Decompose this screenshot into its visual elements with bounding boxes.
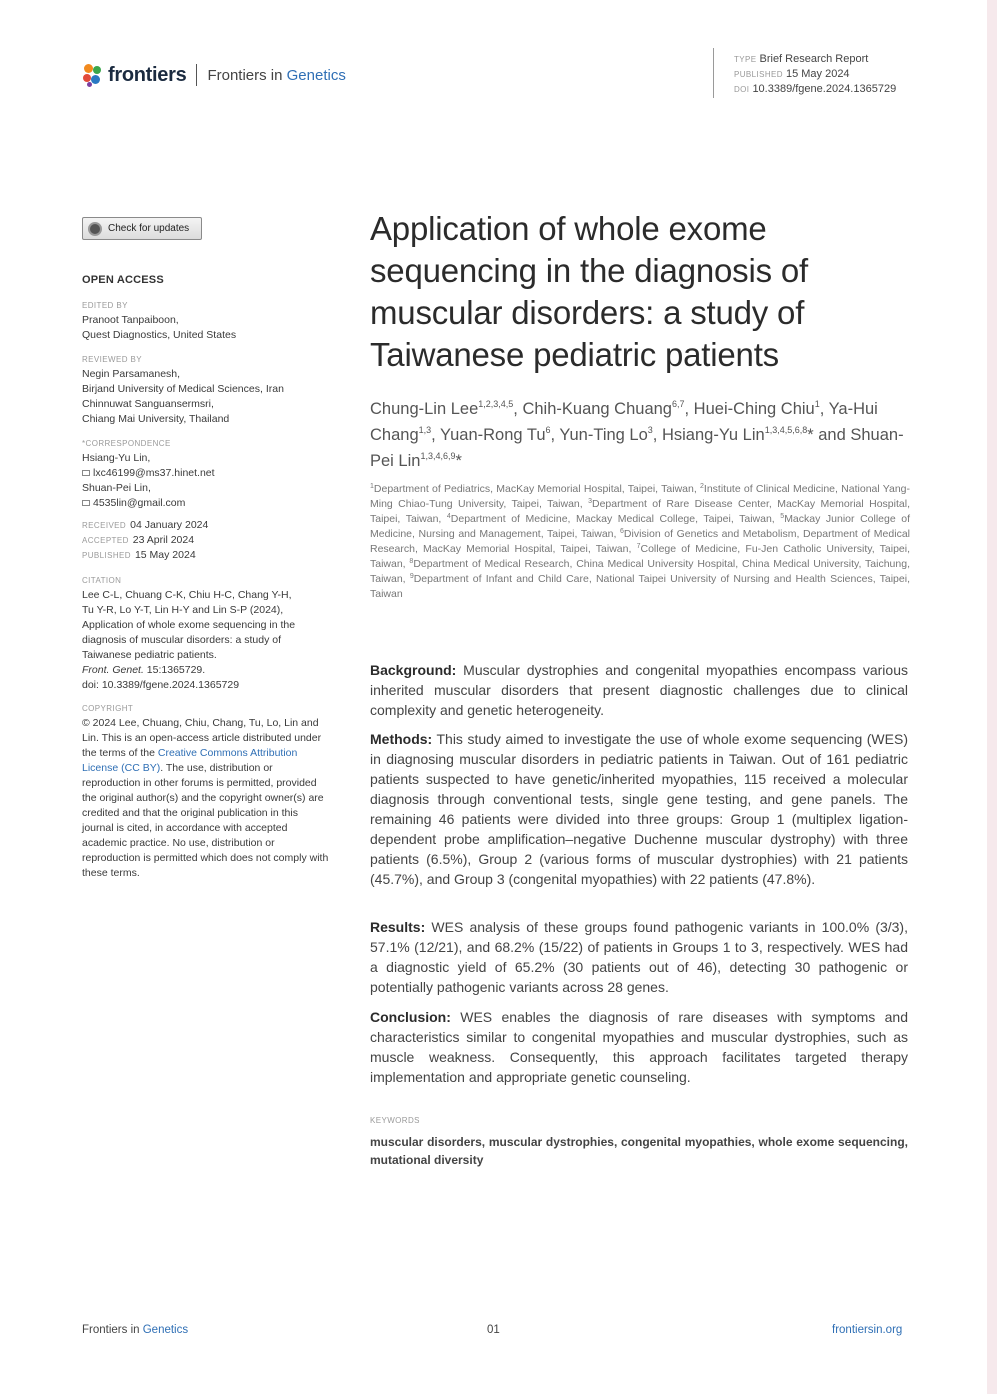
affil-number: 4	[446, 513, 451, 520]
footer-site-link[interactable]: frontiersin.org	[832, 1324, 903, 1336]
affiliations	[370, 482, 910, 602]
corr-email-2[interactable]: 4535lin@gmail.com	[82, 496, 332, 511]
affil-number: 3	[588, 498, 592, 505]
author-affil-sup: 6,7	[671, 399, 685, 409]
frontiers-logo[interactable]	[82, 62, 346, 88]
abstract-results: Results: WES analysis of these groups found pathogenic variants in 100.0% (3/3), 57.1% (12/21), and 68.2% (15/22) of patients in Groups 1 to 3, respectively. WES had a diagnostic yield of 65.2% (30 patients out of 46), detecting 30 pathogenic or potentially pathogenic variants across 28 genes.	[370, 919, 908, 995]
author-name: Yun-Ting Lo	[559, 426, 648, 444]
reviewed-by: REVIEWED BY Negin Parsamanesh, Birjand University of Medical Sciences, Iran Chinnuwat Sanguansermsri, Chiang Mai University, Thailand	[82, 355, 284, 425]
article-title: Application of whole exome sequencing in the diagnosis of muscular disorders: a study of Taiwanese pediatric patients	[370, 210, 808, 373]
logo-wordmark: frontiers	[108, 63, 187, 86]
affil-text: Department of Medicine, Mackay Medical College, Taipei, Taiwan,	[450, 513, 781, 525]
meta-type: TYPE Brief Research Report	[734, 53, 869, 65]
author-name: Ya-Hui Chang	[370, 400, 878, 444]
author-list	[370, 396, 915, 474]
author-name: Huei-Ching Chiu	[693, 400, 815, 418]
affil-number: 8	[409, 558, 414, 565]
update-icon	[88, 222, 102, 236]
author-name: Shuan-Pei Lin	[370, 426, 904, 470]
correspondence: *CORRESPONDENCE Hsiang-Yu Lin, lxc46199@ms37.hinet.net Shuan-Pei Lin, 4535lin@gmail.com	[82, 438, 332, 511]
author-separator: ,	[513, 400, 523, 418]
article-meta	[734, 52, 896, 97]
author-separator: ,	[684, 400, 694, 418]
abstract-methods: Methods: This study aimed to investigate the use of whole exome sequencing (WES) in diagnosing muscular disorders in pediatric patients in Taiwan. Out of 161 pediatric patients suspected to have genetic/inherited myopathies, 115 received a molecular diagnosis through conventional tests, single gene testing, and gene panels. The remaining 46 patients were divided into three groups: Group 1 (multiplex ligation-dependent probe amplification–negative Duchenne muscular dystrophy) with three patients (6.5%), Group 2 (various forms of muscular dystrophies) with 21 patients (45.7%), and Group 3 (congenital myopathies) with 22 patients (47.8%).	[370, 731, 908, 887]
author-name: Chih-Kuang Chuang	[522, 400, 672, 418]
page-number: 01	[487, 1324, 500, 1336]
author-affil-sup: 1,3,4,6,9	[420, 451, 456, 461]
affil-text: Institute of Clinical Medicine, National Yang-Ming Chiao-Tung University, Taipei, Taiwan,	[370, 483, 910, 510]
affil-text: Department of Infant and Child Care, National Taipei University of Nursing and Health Sciences, Taipei, Taiwan	[370, 573, 910, 600]
frontiers-logo-icon	[82, 63, 104, 87]
meta-divider	[713, 48, 714, 98]
abstract-conclusion: Conclusion: WES enables the diagnosis of rare diseases with symptoms and characteristics similar to congenital myopathies and muscular dystrophies, such as muscle weakness. Consequently, this approach facilitates targeted therapy implementation and appropriate genetic counseling.	[370, 1009, 908, 1085]
check-for-updates-label: Check for updates	[108, 223, 190, 234]
envelope-icon	[82, 470, 90, 476]
author-name: Hsiang-Yu Lin	[661, 426, 765, 444]
author-separator: ,	[652, 426, 662, 444]
affil-number: 7	[636, 543, 641, 550]
envelope-icon	[82, 500, 90, 506]
author-affil-sup: 3	[647, 425, 653, 435]
author-separator: ,	[550, 426, 560, 444]
affil-text: Mackay Junior College of Medicine, Nursing and Management, Taipei, Taiwan,	[370, 513, 910, 540]
affil-text: Department of Rare Disease Center, MacKay Memorial Hospital, Taipei, Taiwan,	[370, 498, 910, 525]
meta-published: PUBLISHED 15 May 2024	[734, 68, 850, 80]
check-for-updates-button[interactable]	[82, 217, 202, 240]
footer-journal: Frontiers in Genetics	[82, 1324, 189, 1336]
citation: CITATION Lee C-L, Chuang C-K, Chiu H-C, Chang Y-H, Tu Y-R, Lo Y-T, Lin H-Y and Lin S-P (2024), Application of whole exome sequencing in the diagnosis of muscular disorders: a study of Taiwanese pediatric patients. Front. Genet. 15:1365729. doi: 10.3389/fgene.2024.1365729	[82, 576, 296, 691]
affil-number: 9	[409, 573, 414, 580]
affil-text: Department of Pediatrics, MacKay Memorial Hospital, Taipei, Taiwan,	[373, 483, 700, 495]
author-separator: *	[455, 452, 462, 470]
affil-text: Department of Medical Research, China Medical University Hospital, China Medical University, Taichung, Taiwan,	[370, 558, 910, 585]
copyright: COPYRIGHT © 2024 Lee, Chuang, Chiu, Chang, Tu, Lo, Lin and Lin. This is an open-access article distributed under the terms of the Creative Commons Attribution License (CC BY). The use, distribution or reproduction in other forums is permitted, provided the original author(s) and the copyright owner(s) are credited and that the original publication in this journal is cited, in accordance with accepted academic practice. No use, distribution or reproduction is permitted which does not comply with these terms.	[82, 704, 329, 879]
edited-by: EDITED BY Pranoot Tanpaiboon, Quest Diagnostics, United States	[82, 301, 237, 341]
affil-text: College of Medicine, Fu-Jen Catholic University, Taipei, Taiwan,	[370, 543, 911, 570]
meta-doi: DOI 10.3389/fgene.2024.1365729	[734, 83, 897, 95]
author-affil-sup: 1	[814, 399, 820, 409]
journal-name: Frontiers in Genetics	[207, 66, 346, 84]
dates: RECEIVED 04 January 2024 ACCEPTED 23 April 2024 PUBLISHED 15 May 2024	[82, 519, 209, 561]
page-edge	[987, 0, 997, 1394]
affil-number: 5	[780, 513, 785, 520]
author-affil-sup: 1,2,3,4,5	[478, 399, 514, 409]
author-affil-sup: 1,3	[418, 425, 432, 435]
affil-number: 6	[620, 528, 624, 535]
abstract-background: Background: Muscular dystrophies and congenital myopathies encompass various inherited muscular disorders that present diagnostic challenges due to clinical complexity and genetic heterogeneity.	[370, 662, 908, 718]
affil-number: 1	[370, 483, 374, 490]
affil-text: Division of Genetics and Metabolism, Department of Medical Research, MacKay Memorial Hospital, Taipei, Taiwan,	[370, 528, 910, 555]
corr-email-1[interactable]: lxc46199@ms37.hinet.net	[82, 466, 332, 481]
keywords-label: KEYWORDS	[370, 1116, 420, 1125]
author-name: Chung-Lin Lee	[370, 400, 479, 418]
author-name: Yuan-Rong Tu	[440, 426, 546, 444]
open-access: OPEN ACCESS	[82, 274, 164, 286]
logo-divider	[196, 64, 197, 86]
cc-by-link[interactable]: Creative Commons Attribution License (CC BY)	[82, 747, 298, 774]
author-separator: * and	[807, 426, 851, 444]
affil-number: 2	[700, 483, 704, 490]
author-affil-sup: 6	[545, 425, 551, 435]
author-separator: ,	[431, 426, 441, 444]
keywords: muscular disorders, muscular dystrophies, congenital myopathies, whole exome sequencing, mutational diversity	[370, 1135, 908, 1167]
author-separator: ,	[819, 400, 829, 418]
author-affil-sup: 1,3,4,5,6,8	[764, 425, 808, 435]
